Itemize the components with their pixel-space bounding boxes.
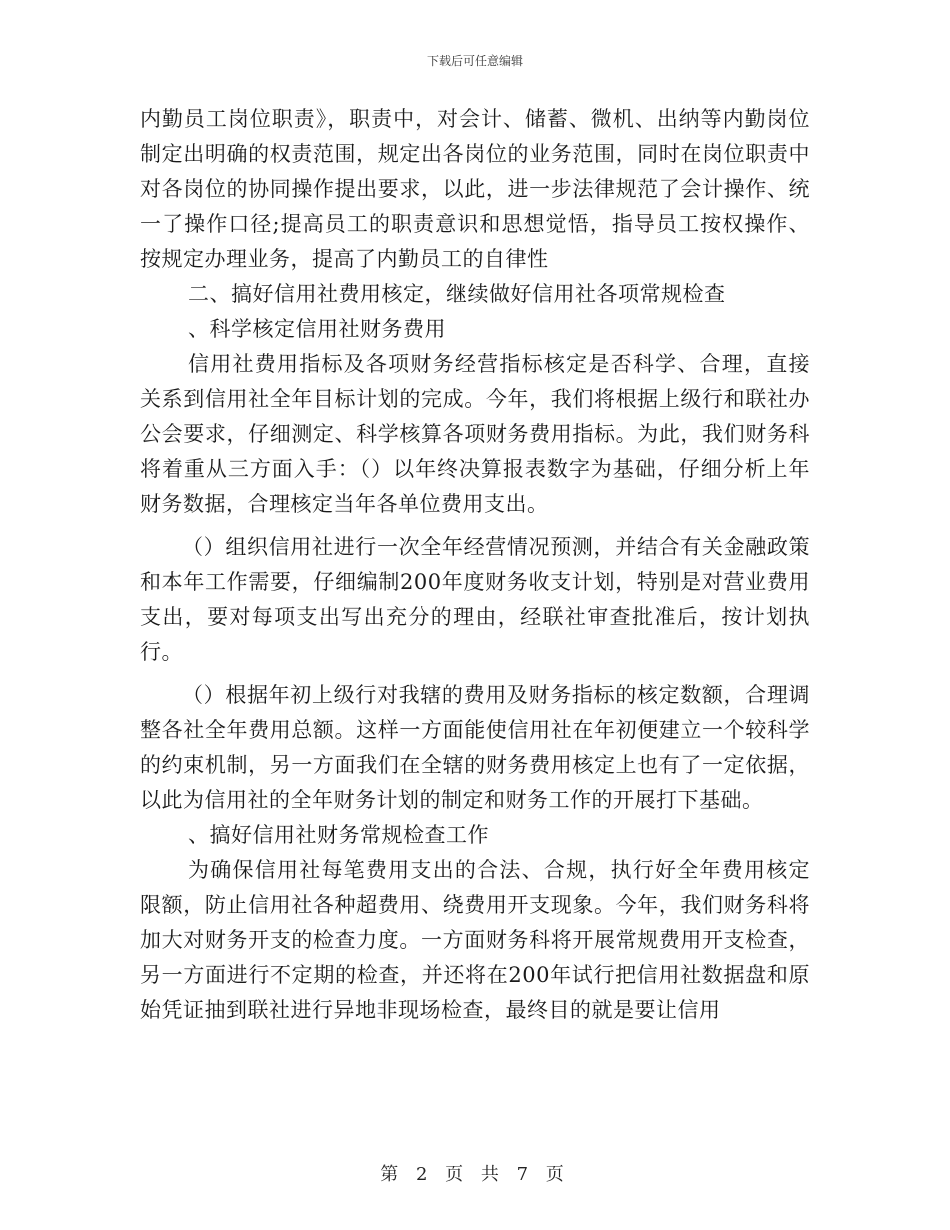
paragraph-forecast-plan: （）组织信用社进行一次全年经营情况预测，并结合有关金融政策和本年工作需要，仔细编制200年度财务收支计划，特别是对营业费用支出，要对每项支出写出充分的理由，经联社审查批准后，按计划执行。 [140,535,810,664]
subheading-routine-inspection: 、搞好信用社财务常规检查工作 [188,823,489,847]
subheading-cost-verification: 、科学核定信用社财务费用 [188,317,446,341]
page-header-note: 下载后可任意编辑 [426,54,523,68]
paragraph-adjust-totals: （）根据年初上级行对我辖的费用及财务指标的核定数额，合理调整各社全年费用总额。这样一方面能使信用社在年初便建立一个较科学的约束机制，另一方面我们在全辖的财务费用核定上也有了一定依据，以此为信用社的全年财务计划的制定和财务工作的开展打下基础。 [140,683,810,812]
paragraph-inspection-details: 为确保信用社每笔费用支出的合法、合规，执行好全年费用核定限额，防止信用社各种超费用、绕费用开支现象。今年，我们财务科将加大对财务开支的检查力度。一方面财务科将开展常规费用开支检查，另一方面进行不定期的检查，并还将在200年试行把信用社数据盘和原始凭证抽到联社进行异地非现场检查，最终目的就是要让信用 [140,858,810,1022]
section-heading-two: 二、搞好信用社费用核定，继续做好信用社各项常规检查 [188,282,726,306]
page-number-footer: 第 2 页 共 7 页 [380,1164,570,1185]
paragraph-cost-indicators: 信用社费用指标及各项财务经营指标核定是否科学、合理，直接关系到信用社全年目标计划的完成。今年，我们将根据上级行和联社办公会要求，仔细测定、科学核算各项财务费用指标。为此，我们财务科将着重从三方面入手：（）以年终决算报表数字为基础，仔细分析上年财务数据，合理核定当年各单位费用支出。 [140,352,810,516]
paragraph-continuation: 内勤员工岗位职责》，职责中，对会计、储蓄、微机、出纳等内勤岗位制定出明确的权责范围，规定出各岗位的业务范围，同时在岗位职责中对各岗位的协同操作提出要求，以此，进一步法律规范了会计操作、统一了操作口径;提高员工的职责意识和思想觉悟，指导员工按权操作、按规定办理业务，提高了内勤员工的自律性 [140,107,810,271]
document-body [140,102,810,1028]
